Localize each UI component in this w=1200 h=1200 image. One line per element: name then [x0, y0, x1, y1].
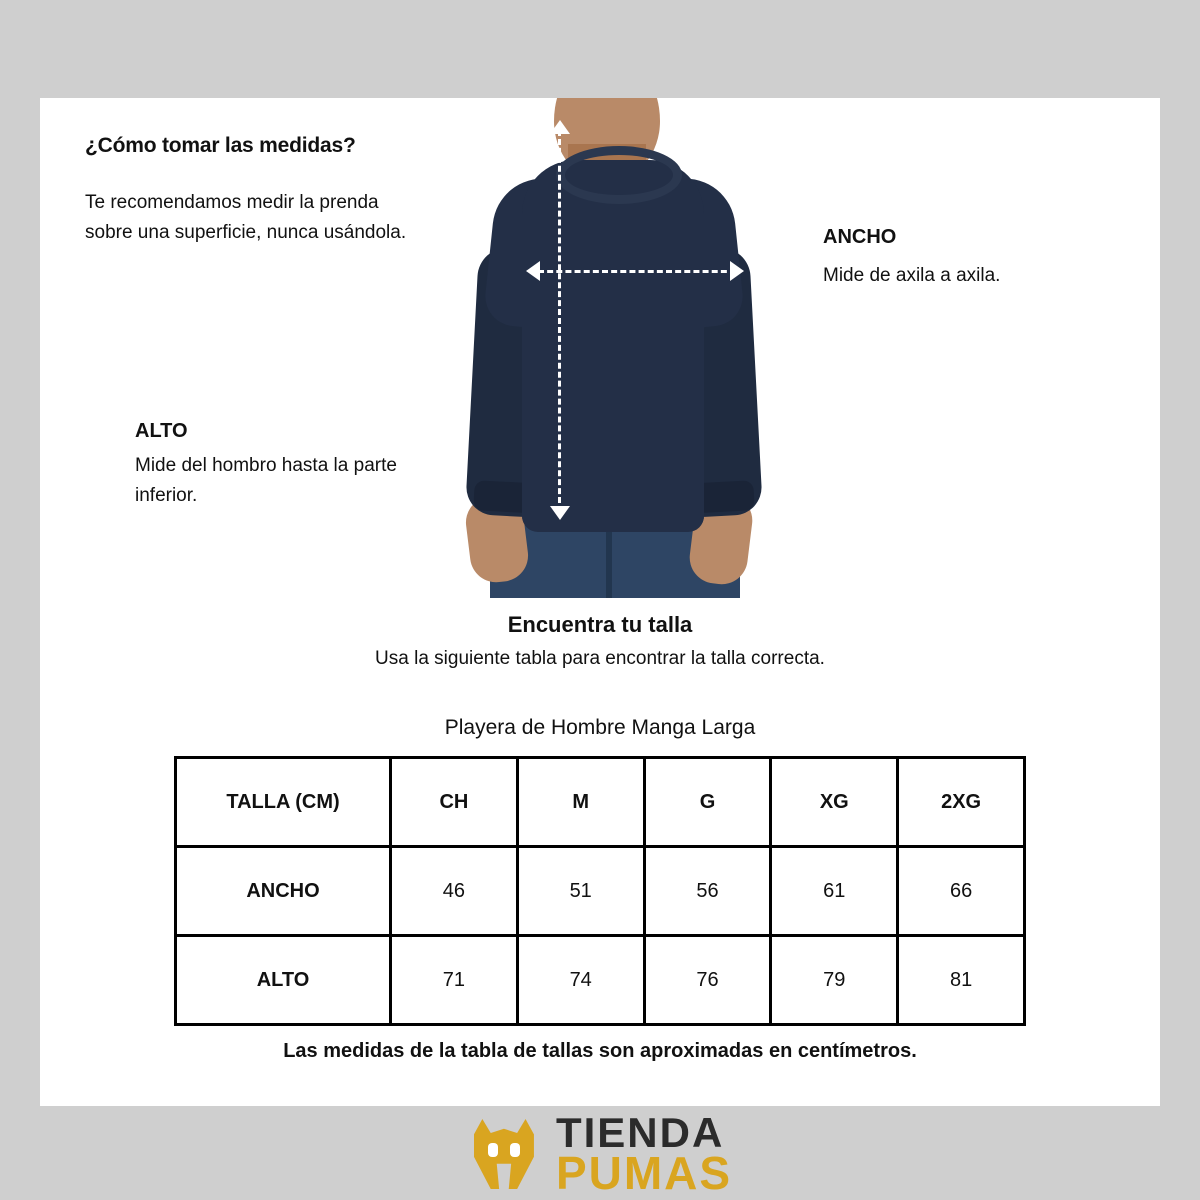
find-size-title: Encuentra tu talla — [507, 612, 693, 637]
row-label: ALTO — [176, 936, 391, 1025]
arrow-left-icon — [526, 261, 540, 281]
puma-logo-icon — [468, 1117, 540, 1191]
arrow-right-icon — [730, 261, 744, 281]
table-cell: 81 — [898, 936, 1025, 1025]
table-footnote: Las medidas de la tabla de tallas son aproximadas en centímetros. — [283, 1040, 917, 1062]
arrow-down-icon — [550, 506, 570, 520]
table-caption: Playera de Hombre Manga Larga — [444, 716, 756, 739]
table-cell: 46 — [391, 847, 518, 936]
alto-title: ALTO — [135, 420, 188, 442]
howto-body: Te recomendamos medir la prenda sobre una superficie, nunca usándola. — [85, 192, 407, 243]
table-header-row — [176, 758, 1025, 847]
puma-logo-shape — [474, 1119, 534, 1189]
brand-line-2: PUMAS — [555, 1147, 733, 1200]
height-measure-line — [558, 130, 561, 512]
table-cell: 74 — [517, 936, 644, 1025]
table-cell: 66 — [898, 847, 1025, 936]
table-header-cell: G — [644, 758, 771, 847]
table-row — [176, 847, 1025, 936]
size-guide-card — [40, 98, 1160, 1106]
table-cell: 56 — [644, 847, 771, 936]
table-header-cell: CH — [391, 758, 518, 847]
alto-body: Mide del hombro hasta la parte inferior. — [135, 455, 397, 506]
table-cell: 51 — [517, 847, 644, 936]
width-measure-line — [538, 270, 736, 273]
table-cell: 76 — [644, 936, 771, 1025]
find-size-subtitle: Usa la siguiente tabla para encontrar la talla correcta. — [375, 648, 825, 669]
ancho-title: ANCHO — [823, 226, 897, 248]
row-label: ANCHO — [176, 847, 391, 936]
brand-wordmark — [555, 1108, 733, 1200]
puma-logo-eye-right — [510, 1143, 520, 1157]
table-row — [176, 936, 1025, 1025]
table-header-cell: XG — [771, 758, 898, 847]
ancho-body: Mide de axila a axila. — [823, 265, 1001, 286]
shirt-torso — [522, 160, 704, 530]
arrow-up-icon — [550, 120, 570, 134]
howto-title: ¿Cómo tomar las medidas? — [85, 134, 356, 157]
table-cell: 71 — [391, 936, 518, 1025]
table-header-cell: 2XG — [898, 758, 1025, 847]
shirt-photo — [430, 98, 775, 598]
measurement-instructions — [40, 98, 1160, 598]
brand-line-1: TIENDA — [555, 1108, 725, 1156]
brand-footer — [0, 1108, 1200, 1200]
size-table-wrapper — [174, 756, 1026, 1026]
size-table — [174, 756, 1026, 1026]
table-header-cell: TALLA (CM) — [176, 758, 391, 847]
table-cell: 61 — [771, 847, 898, 936]
puma-logo-eye-left — [488, 1143, 498, 1157]
shirt-collar — [556, 146, 682, 204]
table-header-cell: M — [517, 758, 644, 847]
table-cell: 79 — [771, 936, 898, 1025]
